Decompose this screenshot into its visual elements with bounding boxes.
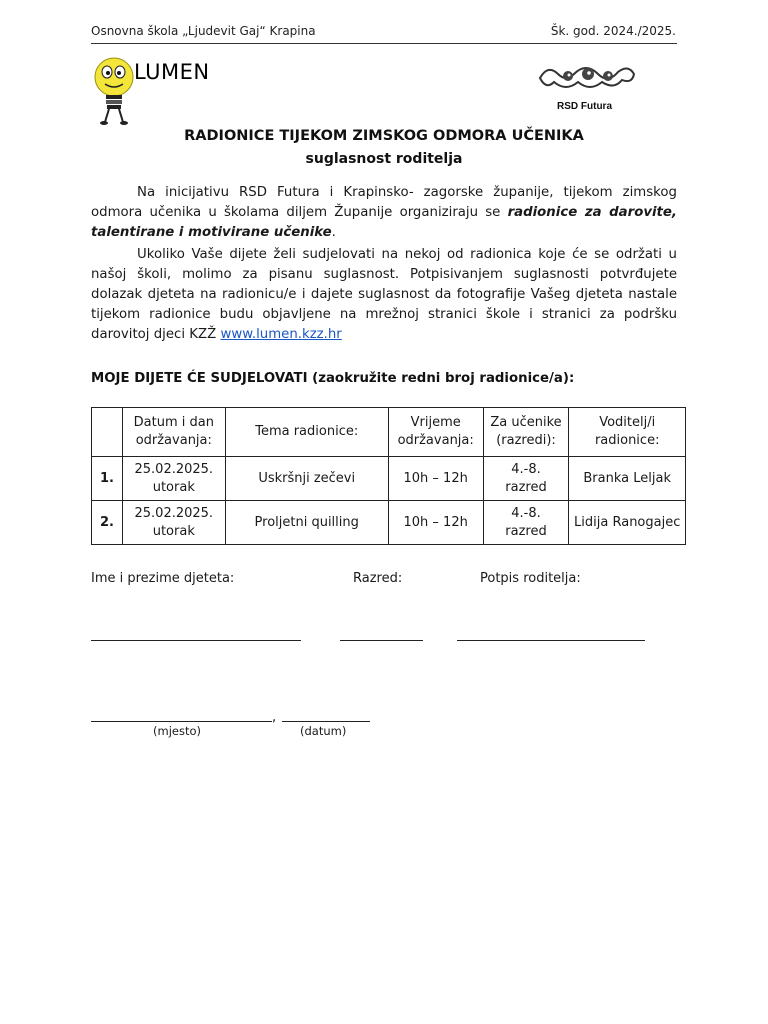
parent-signature-label: Potpis roditelja: <box>480 571 581 586</box>
intro-paragraph: Na inicijativu RSD Futura i Krapinsko- zagorske županije, tijekom zimskog odmora učenika u školama diljem Županije organiziraju se radionice za darovite, talentirane i motivirane učenike. <box>91 185 677 240</box>
workshop-grades-cell: 4.-8. razred <box>483 501 569 545</box>
workshop-topic: Proljetni quilling <box>225 501 388 545</box>
workshop-leader: Lidija Ranogajec <box>569 501 686 545</box>
table-header-cell <box>92 408 123 457</box>
workshop-time: 10h – 12h <box>388 457 483 501</box>
workshop-date-cell: 25.02.2025. utorak <box>122 457 225 501</box>
table-row <box>92 457 686 501</box>
consent-paragraph: Ukoliko Vaše dijete želi sudjelovati na nekoj od radionica koje će se održati u našoj školi, molimo za pisanu suglasnost. Potpisivanjem suglasnosti potvrđujete dolazak djeteta na radionicu/e i dajete suglasnost da fotografije Vašeg djeteta nastale tijekom radionice budu objavljene na mrežnoj stranici škole i stranici za podršku darovitoj djeci KZŽ www.lumen.kzz.hr <box>91 247 677 342</box>
table-header-row <box>92 408 686 457</box>
document-subtitle: suglasnost roditelja <box>305 151 463 167</box>
table-header-cell: Tema radionice: <box>225 408 388 457</box>
place-field[interactable] <box>91 721 272 722</box>
workshop-topic: Uskršnji zečevi <box>225 457 388 501</box>
grade-field[interactable] <box>340 640 423 641</box>
header-school-year: Šk. god. 2024./2025. <box>550 24 676 38</box>
parent-signature-field[interactable] <box>457 640 645 641</box>
workshop-table <box>91 407 686 545</box>
date-caption: (datum) <box>300 724 347 738</box>
table-header-cell: Za učenike (razredi): <box>483 408 569 457</box>
workshop-leader: Branka Leljak <box>569 457 686 501</box>
grade-label: Razred: <box>353 571 403 586</box>
lumen-lightbulb-icon <box>92 56 137 126</box>
header-divider <box>91 43 677 44</box>
workshop-number[interactable]: 1. <box>92 457 123 501</box>
rsd-futura-logo-text: RSD Futura <box>557 101 612 112</box>
workshop-number[interactable]: 2. <box>92 501 123 545</box>
workshop-time: 10h – 12h <box>388 501 483 545</box>
child-name-field[interactable] <box>91 640 301 641</box>
child-name-label: Ime i prezime djeteta: <box>91 571 235 586</box>
rsd-futura-logo-icon <box>536 60 638 96</box>
table-header-cell: Datum i dan održavanja: <box>122 408 225 457</box>
document-title: RADIONICE TIJEKOM ZIMSKOG ODMORA UČENIKA <box>184 128 584 144</box>
table-row <box>92 501 686 545</box>
lumen-website-link[interactable]: www.lumen.kzz.hr <box>220 327 342 342</box>
place-caption: (mjesto) <box>153 724 201 738</box>
date-field[interactable] <box>282 721 370 722</box>
table-header-cell: Voditelj/i radionice: <box>569 408 686 457</box>
section-heading: MOJE DIJETE ĆE SUDJELOVATI (zaokružite redni broj radionice/a): <box>91 371 575 386</box>
lumen-logo-text: LUMEN <box>134 60 210 84</box>
workshop-date-cell: 25.02.2025. utorak <box>122 501 225 545</box>
place-date-separator: , <box>272 710 277 725</box>
workshop-emphasis: radionice za darovite, talentirane i motivirane učenike <box>91 205 677 240</box>
workshop-grades-cell: 4.-8. razred <box>483 457 569 501</box>
header-school: Osnovna škola „Ljudevit Gaj“ Krapina <box>91 24 316 38</box>
table-header-cell: Vrijeme održavanja: <box>388 408 483 457</box>
